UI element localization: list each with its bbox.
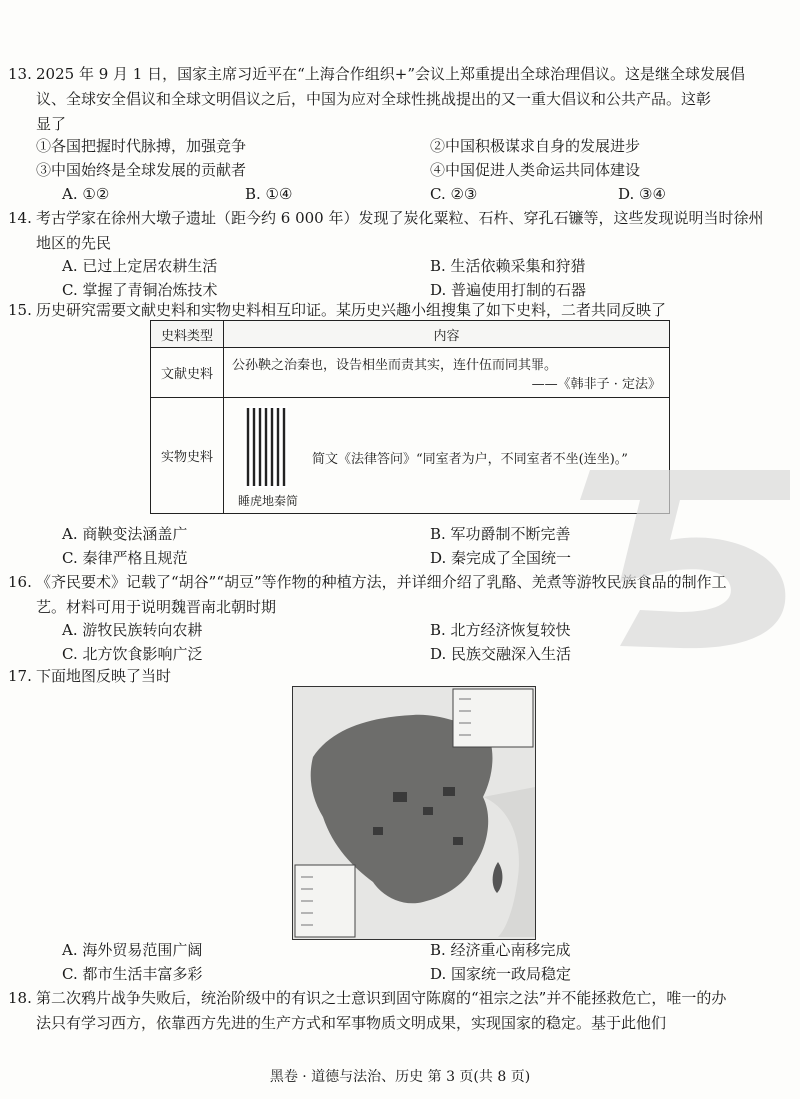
page-footer: 黑卷 · 道德与法治、历史 第 3 页(共 8 页) (269, 1069, 531, 1085)
q17-option-c[interactable]: C. 都市生活丰富多彩 (62, 965, 203, 983)
documentary-content (224, 348, 670, 398)
question-16-number: 16. (8, 573, 32, 591)
question-15-stem-line1: 历史研究需要文献史料和实物史料相互印证。某历史兴趣小组搜集了如下史料，二者共同反映了 (36, 301, 667, 319)
question-13-number: 13. (8, 65, 32, 83)
question-13-stem-line1: 2025 年 9 月 1 日，国家主席习近平在“上海合作组织+”会议上郑重提出全球治理倡议。这是继全球发展倡 (36, 65, 746, 83)
historical-map (292, 686, 536, 940)
q17-option-d[interactable]: D. 国家统一政局稳定 (430, 965, 572, 983)
q13-option-a[interactable]: A. ①② (62, 185, 110, 203)
question-17-stem-line1: 下面地图反映了当时 (36, 667, 172, 685)
question-17-number: 17. (8, 667, 32, 685)
q15-option-c[interactable]: C. 秦律严格且规范 (62, 549, 188, 567)
map-drawing (293, 687, 535, 939)
q16-option-b[interactable]: B. 北方经济恢复较快 (430, 621, 571, 639)
table-header-content: 内容 (224, 321, 670, 348)
row-label-physical: 实物史料 (151, 398, 224, 514)
q13-option-c[interactable]: C. ②③ (430, 185, 478, 203)
question-14-number: 14. (8, 209, 32, 227)
watermark-shape (560, 460, 800, 650)
question-14-stem-line2: 地区的先民 (36, 234, 112, 252)
q16-option-a[interactable]: A. 游牧民族转向农耕 (62, 621, 203, 639)
q14-option-d[interactable]: D. 普遍使用打制的石器 (430, 281, 587, 299)
question-16-stem-line1: 《齐民要术》记载了“胡谷”“胡豆”等作物的种植方法，并详细介绍了乳酪、羌煮等游牧民族食品的制作工 (36, 573, 727, 591)
documentary-quote: 公孙鞅之治秦也，设告相坐而责其实，连什伍而同其罪。 (232, 357, 558, 373)
q15-option-b[interactable]: B. 军功爵制不断完善 (430, 525, 571, 543)
bamboo-slips-image (244, 406, 288, 488)
q17-option-b[interactable]: B. 经济重心南移完成 (430, 941, 571, 959)
q15-option-d[interactable]: D. 秦完成了全国统一 (430, 549, 572, 567)
question-18-stem-line2: 法只有学习西方，依靠西方先进的生产方式和军事物质文明成果，实现国家的稳定。基于此他们 (36, 1014, 667, 1032)
bamboo-slips-caption: 睡虎地秦简 (238, 494, 299, 508)
q16-option-d[interactable]: D. 民族交融深入生活 (430, 645, 572, 663)
physical-text: 简文《法律答问》“同室者为户，不同室者不坐(连坐)。” (312, 452, 628, 467)
question-18-stem-line1: 第二次鸦片战争失败后，统治阶级中的有识之士意识到固守陈腐的“祖宗之法”并不能拯救危亡，唯一的办 (36, 989, 727, 1007)
row-label-documentary: 文献史料 (151, 348, 224, 398)
q13-statement-2: ②中国积极谋求自身的发展进步 (430, 137, 641, 155)
q13-statement-4: ④中国促进人类命运共同体建设 (430, 161, 641, 179)
q13-option-b[interactable]: B. ①④ (245, 185, 293, 203)
question-14-stem-line1: 考古学家在徐州大墩子遗址（距今约 6 000 年）发现了炭化粟粒、石杵、穿孔石镰等，这些发现说明当时徐州 (36, 209, 764, 227)
q14-option-a[interactable]: A. 已过上定居农耕生活 (62, 257, 218, 275)
documentary-source: ——《韩非子 · 定法》 (531, 376, 661, 392)
question-13-stem-line3: 显了 (36, 115, 67, 133)
q17-option-a[interactable]: A. 海外贸易范围广阔 (62, 941, 203, 959)
q13-option-d[interactable]: D. ③④ (618, 185, 666, 203)
question-16-stem-line2: 艺。材料可用于说明魏晋南北朝时期 (36, 598, 277, 616)
table-header-type: 史料类型 (151, 321, 224, 348)
q13-statement-1: ①各国把握时代脉搏，加强竞争 (36, 137, 247, 155)
q13-statement-3: ③中国始终是全球发展的贡献者 (36, 161, 247, 179)
q14-option-b[interactable]: B. 生活依赖采集和狩猎 (430, 257, 586, 275)
q14-option-c[interactable]: C. 掌握了青铜冶炼技术 (62, 281, 218, 299)
question-13-stem-line2: 议、全球安全倡议和全球文明倡议之后，中国为应对全球性挑战提出的又一重大倡议和公共产品。这彰 (36, 90, 712, 108)
question-18-number: 18. (8, 989, 32, 1007)
q16-option-c[interactable]: C. 北方饮食影响广泛 (62, 645, 203, 663)
question-15-number: 15. (8, 301, 32, 319)
q15-option-a[interactable]: A. 商鞅变法涵盖广 (62, 525, 188, 543)
